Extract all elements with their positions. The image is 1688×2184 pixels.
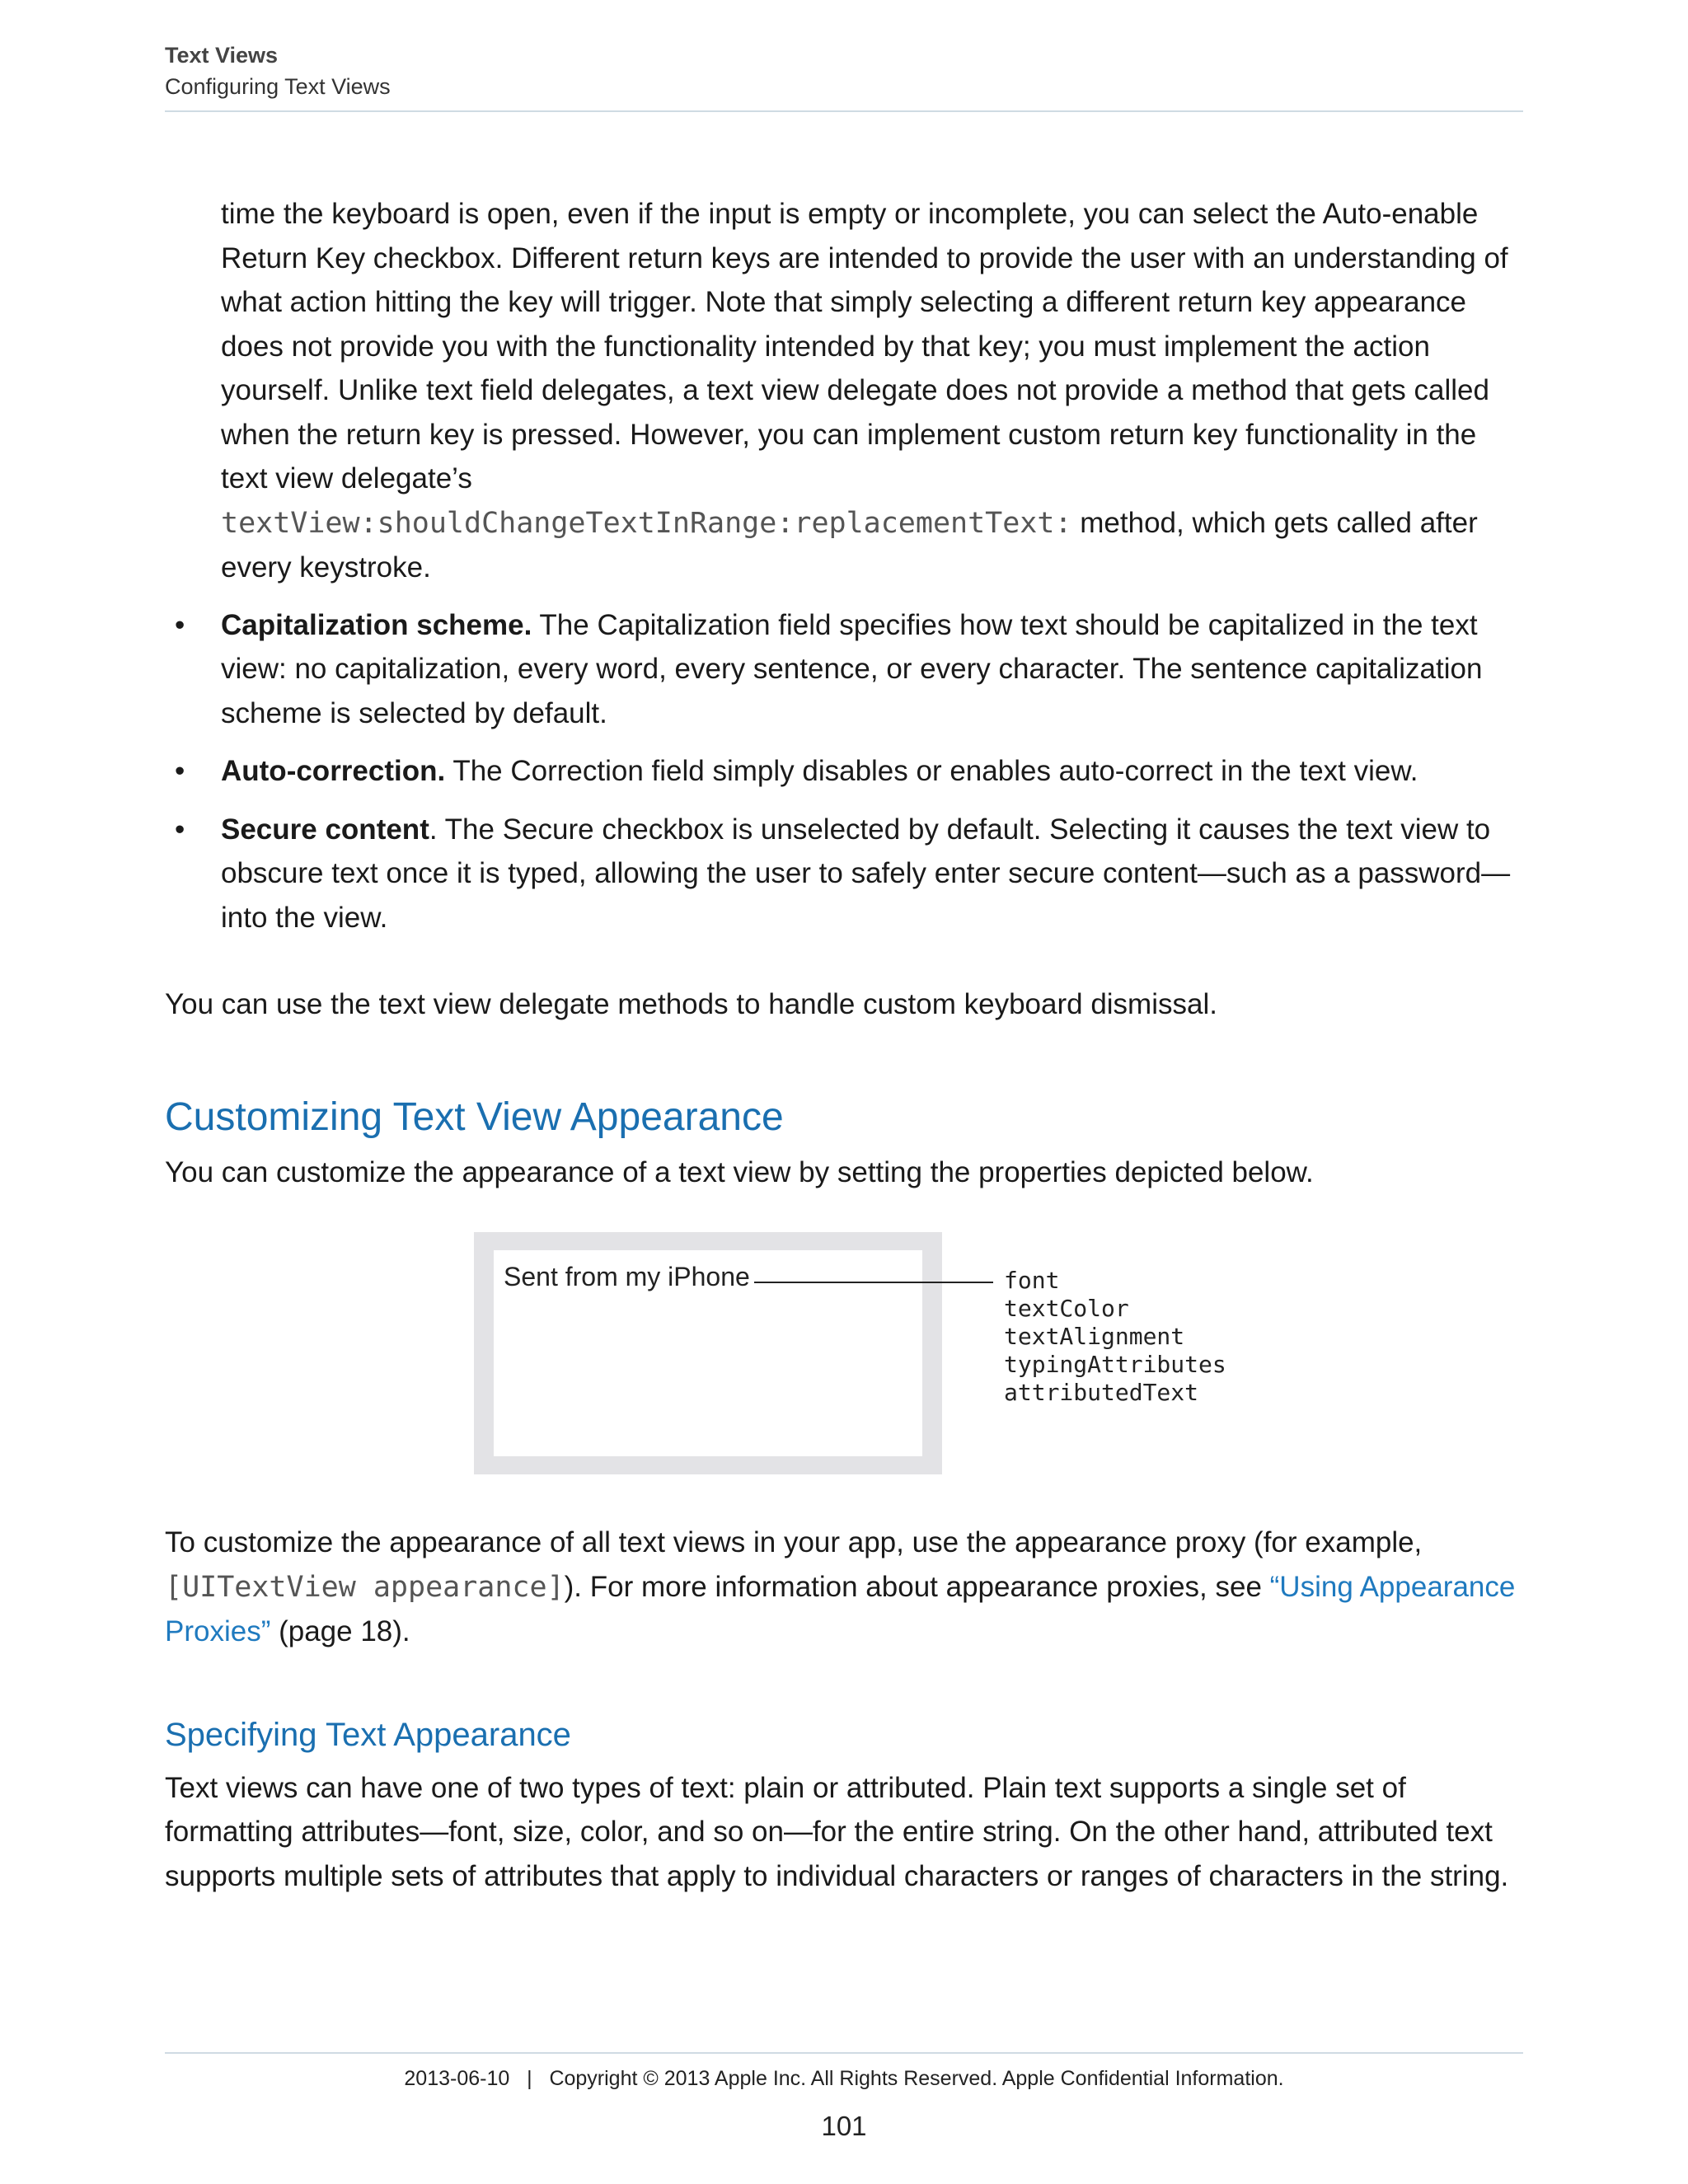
header-section-title: Configuring Text Views [165,74,391,99]
appearance-proxies-link[interactable]: “Using Appearance Proxies” [165,1570,1516,1647]
property-typing-attributes: typingAttributes [1004,1351,1226,1378]
property-attributed-text: attributedText [1004,1379,1199,1406]
text-view-figure [165,1232,1523,1521]
callout-line [754,1282,993,1283]
header-chapter-title: Text Views [165,43,279,68]
footer-copyright: 2013-06-10 | Copyright © 2013 Apple Inc. All Rights Reserved. Apple Confidential Information. [404,2067,1284,2090]
section-heading-customizing: Customizing Text View Appearance [165,1094,784,1139]
customizing-intro: You can customize the appearance of a text view by setting the properties depicted below. [165,1155,1314,1188]
list-item-text: . The Secure checkbox is unselected by default. Selecting it causes the text view to obscure text once it is typed, allowing the user to safely enter secure content—such as a password—into the view. [221,813,1511,934]
continuation-text-2: method, which gets called after every keystroke. [221,506,1478,583]
bullet-icon: • [175,813,185,846]
page-number: 101 [821,2111,867,2141]
options-list [165,603,1523,940]
page-content [165,192,1523,1898]
continuation-text [221,192,1523,590]
property-text-color: textColor [1004,1295,1129,1322]
specifying-body: Text views can have one of two types of text: plain or attributed. Plain text supports a single set of formatting attributes—font, size, color, and so on—for the entire string. On the other hand, attributed text supports multiple sets of attributes that apply to individual characters or ranges of characters in the string. [165,1771,1509,1892]
appearance-proxy-paragraph [165,1521,1523,1654]
property-list [1004,1267,1226,1407]
property-font: font [1004,1267,1060,1294]
list-item-text: The Capitalization field specifies how text should be capitalized in the text view: no capitalization, every word, every sentence, or every character. The sentence capitalization scheme is selected by default. [221,608,1483,729]
text-view-frame [474,1232,942,1474]
dismissal-paragraph: You can use the text view delegate methods to handle custom keyboard dismissal. [165,988,1217,1020]
list-item-text: The Correction field simply disables or enables auto-correct in the text view. [445,755,1418,787]
property-text-alignment: textAlignment [1004,1323,1185,1350]
bullet-icon: • [175,608,185,641]
list-item-secure-content [165,808,1523,940]
bullet-icon: • [175,755,185,787]
list-item-title: Secure content [221,813,429,846]
continuation-text-1: time the keyboard is open, even if the input is empty or incomplete, you can select the Auto-enable Return Key checkbox. Different return keys are intended to provide the user with an understanding of what action hitting the key will trigger. Note that simply selecting a different return key appearance does not provide you with the functionality intended by that key; you must implement the action yourself. Unlike text field delegates, a text view delegate does not provide a method that gets called when the return key is pressed. However, you can implement custom return key functionality in the text view delegate’s [221,198,1508,494]
delegate-method-code: textView:shouldChangeTextInRange:replacementText: [221,506,1072,540]
continuation-paragraph [221,192,1523,590]
sample-text: Sent from my iPhone [504,1262,750,1291]
list-item-title: Auto-correction. [221,755,446,787]
proxy-text-1: To customize the appearance of all text views in your app, use the appearance proxy (for example, [165,1526,1423,1558]
page-header [165,40,1523,112]
list-item-autocorrection [165,749,1523,794]
list-item-title: Capitalization scheme. [221,608,532,641]
proxy-text-2: ). For more information about appearance proxies, see [564,1570,1270,1603]
appearance-proxy-code: [UITextView appearance] [165,1570,565,1604]
section-heading-specifying: Specifying Text Appearance [165,1716,571,1753]
page-footer [165,2052,1523,2142]
list-item-capitalization [165,603,1523,736]
proxy-text-3: (page 18). [270,1615,410,1647]
